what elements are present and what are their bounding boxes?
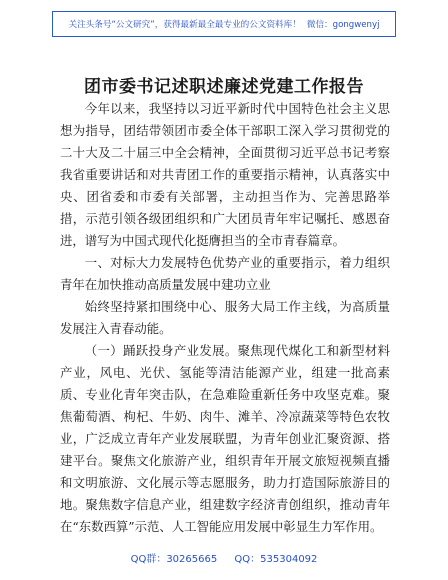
promo-text: 关注头条号“公文研究”，获得最新最全最专业的公文资料库！ [68,20,301,30]
document-body [60,98,390,538]
paragraph-heading-1: 一、对标大力发展特色优势产业的重要指示，着力组织青年在加快推动高质量发展中建功立业 [60,255,390,292]
footer-contact [0,550,448,565]
wechat-id: 微信：gongwenyj [306,20,380,30]
paragraph-summary: 始终坚持紧扣围绕中心、服务大局工作主线，为高质量发展注入青春动能。 [60,299,390,336]
paragraph-intro: 今年以来，我坚持以习近平新时代中国特色社会主义思想为指导，团结带领团市委全体干部职工深入学习贯彻党的二十大及二十届三中全会精神，全面贯彻习近平总书记考察我省重要讲话和对共青团工作的重要指示精神，认真落实中央、团省委和市委有关部署，主动担当作为、完善思路举措，示范引领各级团组织和广大团员青年牢记嘱托、感恩奋进，谱写为中国式现代化挺膺担当的全市青春篇章。 [60,101,390,248]
paragraph-section-1: （一）踊跃投身产业发展。聚焦现代煤化工和新型材料产业，风电、光伏、氢能等清洁能源产业，组建一批高素质、专业化青年突击队，在急难险重新任务中攻坚克难。聚焦葡萄酒、枸杞、牛奶、肉牛、滩羊、冷凉蔬菜等特色农牧业，广泛成立青年产业发展联盟，为青年创业汇聚资源、搭建平台。聚焦文化旅游产业，组织青年开展文旅短视频直播和文明旅游、文化展示等志愿服务，助力打造国际旅游目的地。聚焦数字信息产业，组建数字经济青创组织，推动青年在“东数西算”示范、人工智能应用发展中彰显生力军作用。 [60,343,390,534]
qq-number: QQ：535304092 [234,554,318,565]
document-title: 团市委书记述职述廉述党建工作报告 [84,77,364,97]
promo-banner [52,11,396,37]
qq-group: QQ群：30265665 [130,554,218,565]
